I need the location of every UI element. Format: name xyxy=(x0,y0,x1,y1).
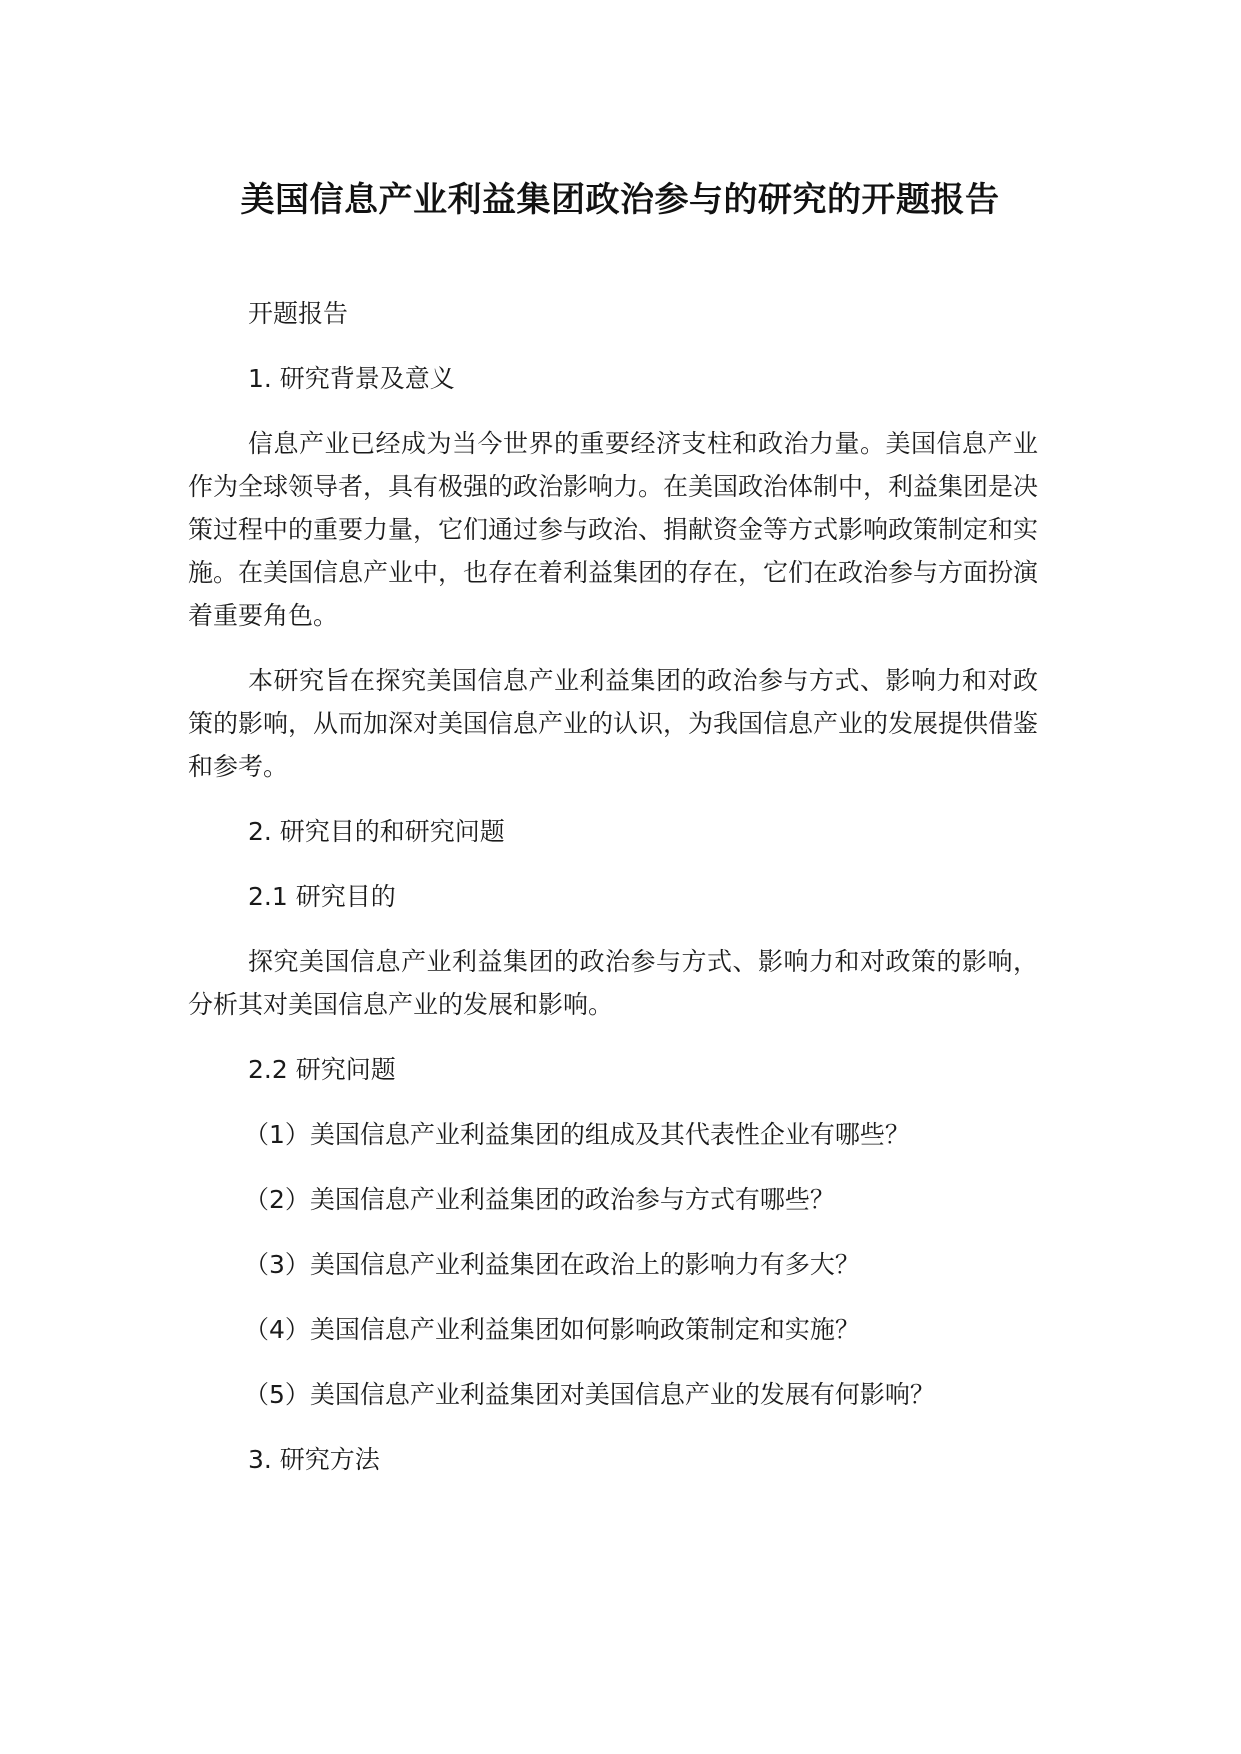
research-question-item: （4）美国信息产业利益集团如何影响政策制定和实施？ xyxy=(244,1315,860,1344)
section-heading-background: 1. 研究背景及意义 xyxy=(248,364,455,393)
document-title: 美国信息产业利益集团政治参与的研究的开题报告 xyxy=(240,180,1000,220)
research-question-item: （1）美国信息产业利益集团的组成及其代表性企业有哪些？ xyxy=(244,1120,910,1149)
body-paragraph: 探究美国信息产业利益集团的政治参与方式、影响力和对政策的影响，分析其对美国信息产业的发展和影响。 xyxy=(188,947,1038,1019)
research-question-item: （3）美国信息产业利益集团在政治上的影响力有多大？ xyxy=(244,1250,860,1279)
section-heading-methods: 3. 研究方法 xyxy=(248,1445,380,1474)
research-question-item: （2）美国信息产业利益集团的政治参与方式有哪些？ xyxy=(244,1185,835,1214)
research-question-item: （5）美国信息产业利益集团对美国信息产业的发展有何影响？ xyxy=(244,1380,935,1409)
section-heading-objectives: 2. 研究目的和研究问题 xyxy=(248,817,505,846)
subsection-heading-purpose: 2.1 研究目的 xyxy=(248,882,396,911)
subsection-heading-questions: 2.2 研究问题 xyxy=(248,1055,396,1084)
document-body xyxy=(188,292,1038,1503)
body-paragraph: 本研究旨在探究美国信息产业利益集团的政治参与方式、影响力和对政策的影响，从而加深对美国信息产业的认识，为我国信息产业的发展提供借鉴和参考。 xyxy=(188,666,1039,781)
body-paragraph: 信息产业已经成为当今世界的重要经济支柱和政治力量。美国信息产业作为全球领导者，具有极强的政治影响力。在美国政治体制中，利益集团是决策过程中的重要力量，它们通过参与政治、捐献资金等方式影响政策制定和实施。在美国信息产业中，也存在着利益集团的存在，它们在政治参与方面扮演着重要角色。 xyxy=(188,429,1039,630)
section-heading-proposal: 开题报告 xyxy=(248,299,349,328)
